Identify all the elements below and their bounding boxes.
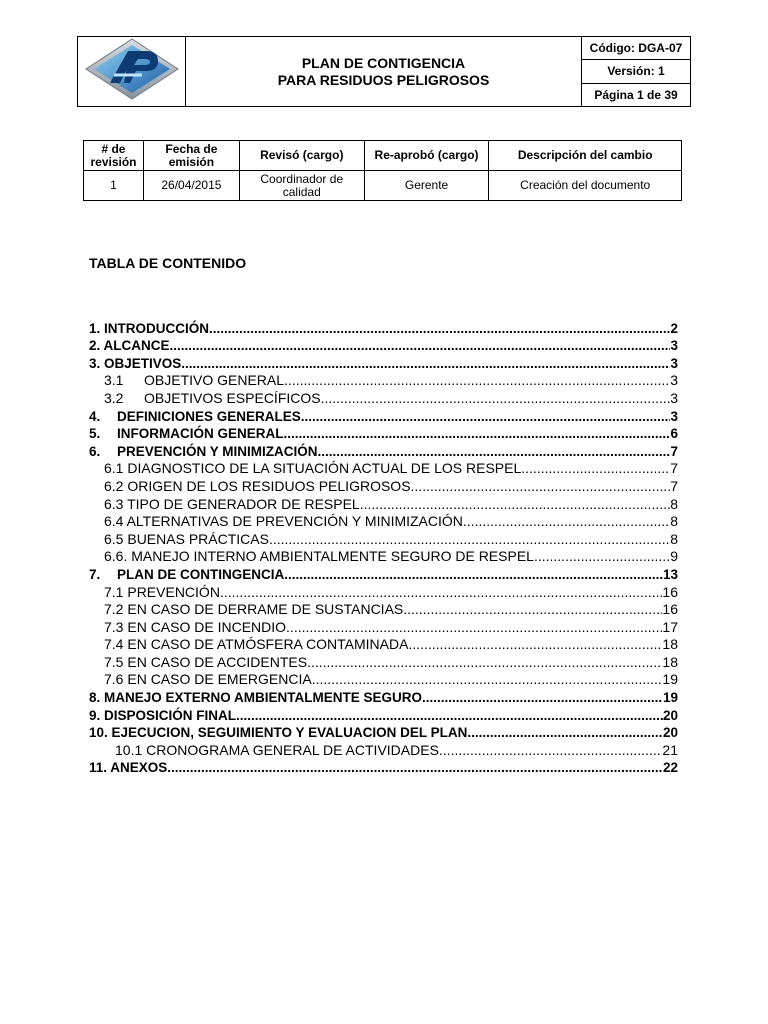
toc-entry[interactable] [89, 354, 678, 372]
toc-entry[interactable] [89, 442, 678, 460]
toc-label: 6.1 DIAGNOSTICO DE LA SITUACIÓN ACTUAL DE LOS RESPEL [104, 460, 522, 477]
toc-label: 7.1 PREVENCIÓN [104, 583, 220, 600]
toc-entry[interactable] [89, 495, 678, 513]
toc-page: 16 [662, 601, 678, 618]
toc-page: 9 [670, 548, 678, 565]
toc-page: 13 [662, 566, 678, 582]
toc-page: 8 [670, 513, 678, 530]
toc-page: 6 [670, 426, 678, 442]
toc-entry[interactable] [89, 337, 678, 355]
toc-entry[interactable] [89, 601, 678, 619]
toc-label: PLAN DE CONTINGENCIA [117, 566, 285, 582]
toc-label: 6.2 ORIGEN DE LOS RESIDUOS PELIGROSOS [104, 477, 411, 494]
toc-heading: TABLA DE CONTENIDO [89, 255, 247, 271]
code-cell: Código: DGA-07 [582, 37, 691, 60]
col-header-description: Descripción del cambio [489, 141, 682, 171]
toc-entry[interactable] [89, 583, 678, 601]
revision-table [83, 140, 682, 201]
toc-num: 6. [89, 443, 101, 459]
cell-reapproved: Gerente [364, 171, 489, 201]
table-row [84, 171, 682, 201]
toc-page: 21 [662, 741, 678, 758]
toc-num: 7. [89, 566, 101, 582]
toc-entry[interactable] [89, 688, 678, 706]
revision-table-header [84, 141, 682, 171]
cell-description: Creación del documento [489, 171, 682, 201]
toc-page: 3 [670, 389, 678, 406]
toc-label: 9. DISPOSICIÓN FINAL [89, 707, 237, 723]
toc-entry[interactable] [89, 724, 678, 742]
version-cell: Versión: 1 [582, 60, 691, 83]
toc-page: 20 [662, 725, 678, 741]
toc-page: 3 [670, 372, 678, 389]
toc-page: 22 [662, 760, 678, 776]
toc-label: PREVENCIÓN Y MINIMIZACIÓN [117, 443, 318, 459]
toc-label: INFORMACIÓN GENERAL [117, 426, 284, 442]
toc-page: 20 [662, 707, 678, 723]
toc-entry[interactable] [89, 513, 678, 531]
toc-label: 7.3 EN CASO DE INCENDIO [104, 618, 287, 635]
toc-page: 3 [670, 408, 678, 424]
toc-page: 2 [670, 320, 678, 336]
toc-page: 18 [662, 636, 678, 653]
toc-num: 3. [89, 355, 101, 371]
toc-page: 16 [662, 583, 678, 600]
toc-label: 7.4 EN CASO DE ATMÓSFERA CONTAMINADA [104, 636, 409, 653]
toc-entry[interactable] [89, 741, 678, 759]
toc-label: 10.1 CRONOGRAMA GENERAL DE ACTIVIDADES [115, 741, 439, 758]
toc-entry[interactable] [89, 636, 678, 654]
toc-entry[interactable] [89, 706, 678, 724]
toc-page: 8 [670, 495, 678, 512]
toc-page: 17 [662, 618, 678, 635]
toc-num: 4. [89, 408, 101, 424]
toc-page: 8 [670, 530, 678, 547]
toc-label: 11. ANEXOS [89, 760, 168, 776]
toc-num: 3.1 [104, 372, 124, 389]
toc-label: OBJETIVOS ESPECÍFICOS [144, 389, 321, 406]
toc-label: OBJETIVO GENERAL [144, 372, 285, 389]
page-number-cell: Página 1 de 39 [582, 83, 691, 106]
cell-reviewed: Coordinador de calidad [239, 171, 364, 201]
toc-label: ALCANCE [100, 338, 170, 354]
cell-revision: 1 [84, 171, 144, 201]
col-header-reapproved: Re-aprobó (cargo) [364, 141, 489, 171]
toc-page: 7 [670, 460, 678, 477]
toc-entry[interactable] [89, 618, 678, 636]
toc-page: 18 [662, 653, 678, 670]
toc-entry[interactable] [89, 460, 678, 478]
toc-entry[interactable] [89, 565, 678, 583]
toc-entry[interactable] [89, 425, 678, 443]
toc-label: OBJETIVOS [100, 355, 182, 371]
toc-page: 7 [670, 443, 678, 459]
toc-page: 3 [670, 338, 678, 354]
table-of-contents [89, 319, 678, 776]
toc-num: 5. [89, 426, 101, 442]
toc-label: 7.2 EN CASO DE DERRAME DE SUSTANCIAS [104, 601, 404, 618]
toc-label: 7.6 EN CASO DE EMERGENCIA [104, 671, 312, 688]
toc-entry[interactable] [89, 477, 678, 495]
document-header [77, 36, 691, 107]
toc-label: 6.6. MANEJO INTERNO AMBIENTALMENTE SEGURO DE RESPEL [104, 548, 534, 565]
toc-page: 19 [662, 690, 678, 706]
company-logo-icon [84, 37, 180, 101]
toc-label: 10. EJECUCION, SEGUIMIENTO Y EVALUACION DEL PLAN [89, 725, 468, 741]
toc-page: 7 [670, 477, 678, 494]
toc-entry[interactable] [89, 671, 678, 689]
toc-num: 1. [89, 320, 101, 336]
toc-entry[interactable] [89, 530, 678, 548]
toc-label: 6.4 ALTERNATIVAS DE PREVENCIÓN Y MINIMIZACIÓN [104, 513, 463, 530]
toc-label: 8. MANEJO EXTERNO AMBIENTALMENTE SEGURO [89, 690, 423, 706]
toc-entry[interactable] [89, 319, 678, 337]
toc-entry[interactable] [89, 372, 678, 390]
toc-label: INTRODUCCIÓN [100, 320, 210, 336]
toc-label: DEFINICIONES GENERALES [117, 408, 301, 424]
toc-num: 2. [89, 338, 101, 354]
col-header-revision: # de revisión [84, 141, 144, 171]
toc-entry[interactable] [89, 389, 678, 407]
toc-label: 6.5 BUENAS PRÁCTICAS [104, 530, 269, 547]
title-line-1: PLAN DE CONTIGENCIA [301, 54, 466, 71]
col-header-date: Fecha de emisión [143, 141, 239, 171]
document-title [186, 37, 582, 107]
toc-entry[interactable] [89, 759, 678, 777]
toc-entry[interactable] [89, 407, 678, 425]
title-line-2: PARA RESIDUOS PELIGROSOS [277, 71, 490, 88]
toc-label: 6.3 TIPO DE GENERADOR DE RESPEL [104, 495, 360, 512]
toc-label: 7.5 EN CASO DE ACCIDENTES [104, 653, 308, 670]
logo-cell [78, 37, 186, 107]
toc-page: 3 [670, 355, 678, 371]
toc-entry[interactable] [89, 653, 678, 671]
cell-date: 26/04/2015 [143, 171, 239, 201]
toc-page: 19 [662, 671, 678, 688]
toc-entry[interactable] [89, 548, 678, 566]
col-header-reviewed: Revisó (cargo) [239, 141, 364, 171]
toc-num: 3.2 [104, 389, 124, 406]
